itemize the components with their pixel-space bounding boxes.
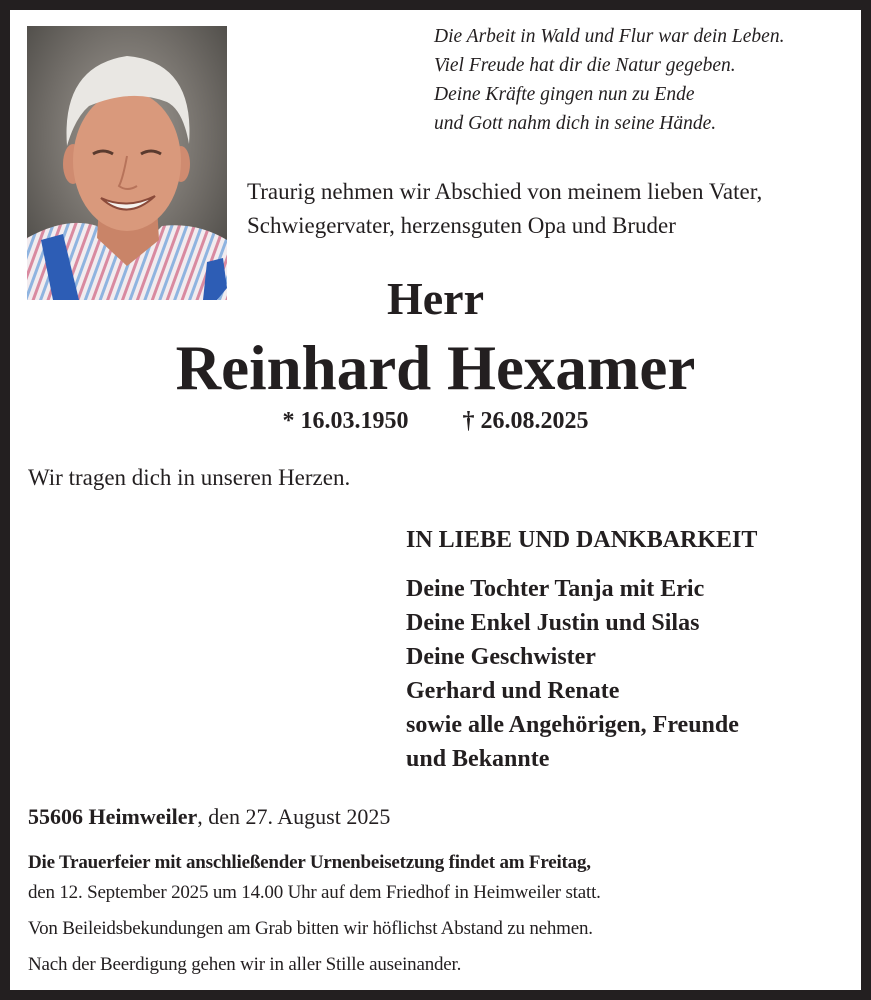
- deceased-name: Reinhard Hexamer: [175, 333, 696, 403]
- mourner-line: Deine Geschwister: [406, 644, 596, 670]
- salutation: Herr: [386, 273, 485, 324]
- notice-line: den 12. September 2025 um 14.00 Uhr auf dem Friedhof in Heimweiler statt.: [28, 882, 601, 903]
- portrait-illustration: [27, 26, 227, 300]
- notice-line: Von Beileidsbekundungen am Grab bitten wir höflichst Abstand zu nehmen.: [28, 918, 593, 939]
- life-dates: [10, 406, 861, 436]
- notice-bold-line: Die Trauerfeier mit anschließender Urnenbeisetzung findet am Freitag,: [28, 852, 591, 873]
- poem-line: Die Arbeit in Wald und Flur war dein Leben.: [434, 26, 785, 47]
- portrait-photo: [27, 26, 227, 300]
- poem-line: und Gott nahm dich in seine Hände.: [434, 113, 717, 134]
- closing-line: Wir tragen dich in unseren Herzen.: [28, 465, 351, 490]
- cross-symbol: †: [462, 408, 475, 434]
- place-and-date: [28, 802, 390, 832]
- intro-line: Schwiegervater, herzensguten Opa und Bruder: [247, 213, 676, 238]
- poem-line: Viel Freude hat dir die Natur gegeben.: [434, 55, 736, 76]
- mourner-line: Deine Tochter Tanja mit Eric: [406, 576, 705, 602]
- date-text: , den 27. August 2025: [197, 804, 391, 829]
- mourner-line: und Bekannte: [406, 746, 550, 772]
- mourners-list: [406, 572, 739, 776]
- mourners-heading: IN LIEBE UND DANKBARKEIT: [406, 527, 758, 553]
- funeral-notice: [28, 848, 601, 980]
- intro-text: [247, 175, 762, 243]
- poem: [434, 22, 784, 138]
- poem-line: Deine Kräfte gingen nun zu Ende: [434, 84, 695, 105]
- obituary-card: [10, 10, 861, 990]
- place-name: 55606 Heimweiler: [28, 804, 198, 829]
- mourner-line: sowie alle Angehörigen, Freunde: [406, 712, 739, 738]
- mourner-line: Deine Enkel Justin und Silas: [406, 610, 700, 636]
- birth-date: 16.03.1950: [300, 408, 409, 434]
- notice-line: Nach der Beerdigung gehen wir in aller Stille auseinander.: [28, 954, 462, 975]
- mourner-line: Gerhard und Renate: [406, 678, 620, 704]
- death-date: 26.08.2025: [480, 408, 589, 434]
- intro-line: Traurig nehmen wir Abschied von meinem lieben Vater,: [247, 179, 763, 204]
- birth-symbol: *: [282, 408, 295, 434]
